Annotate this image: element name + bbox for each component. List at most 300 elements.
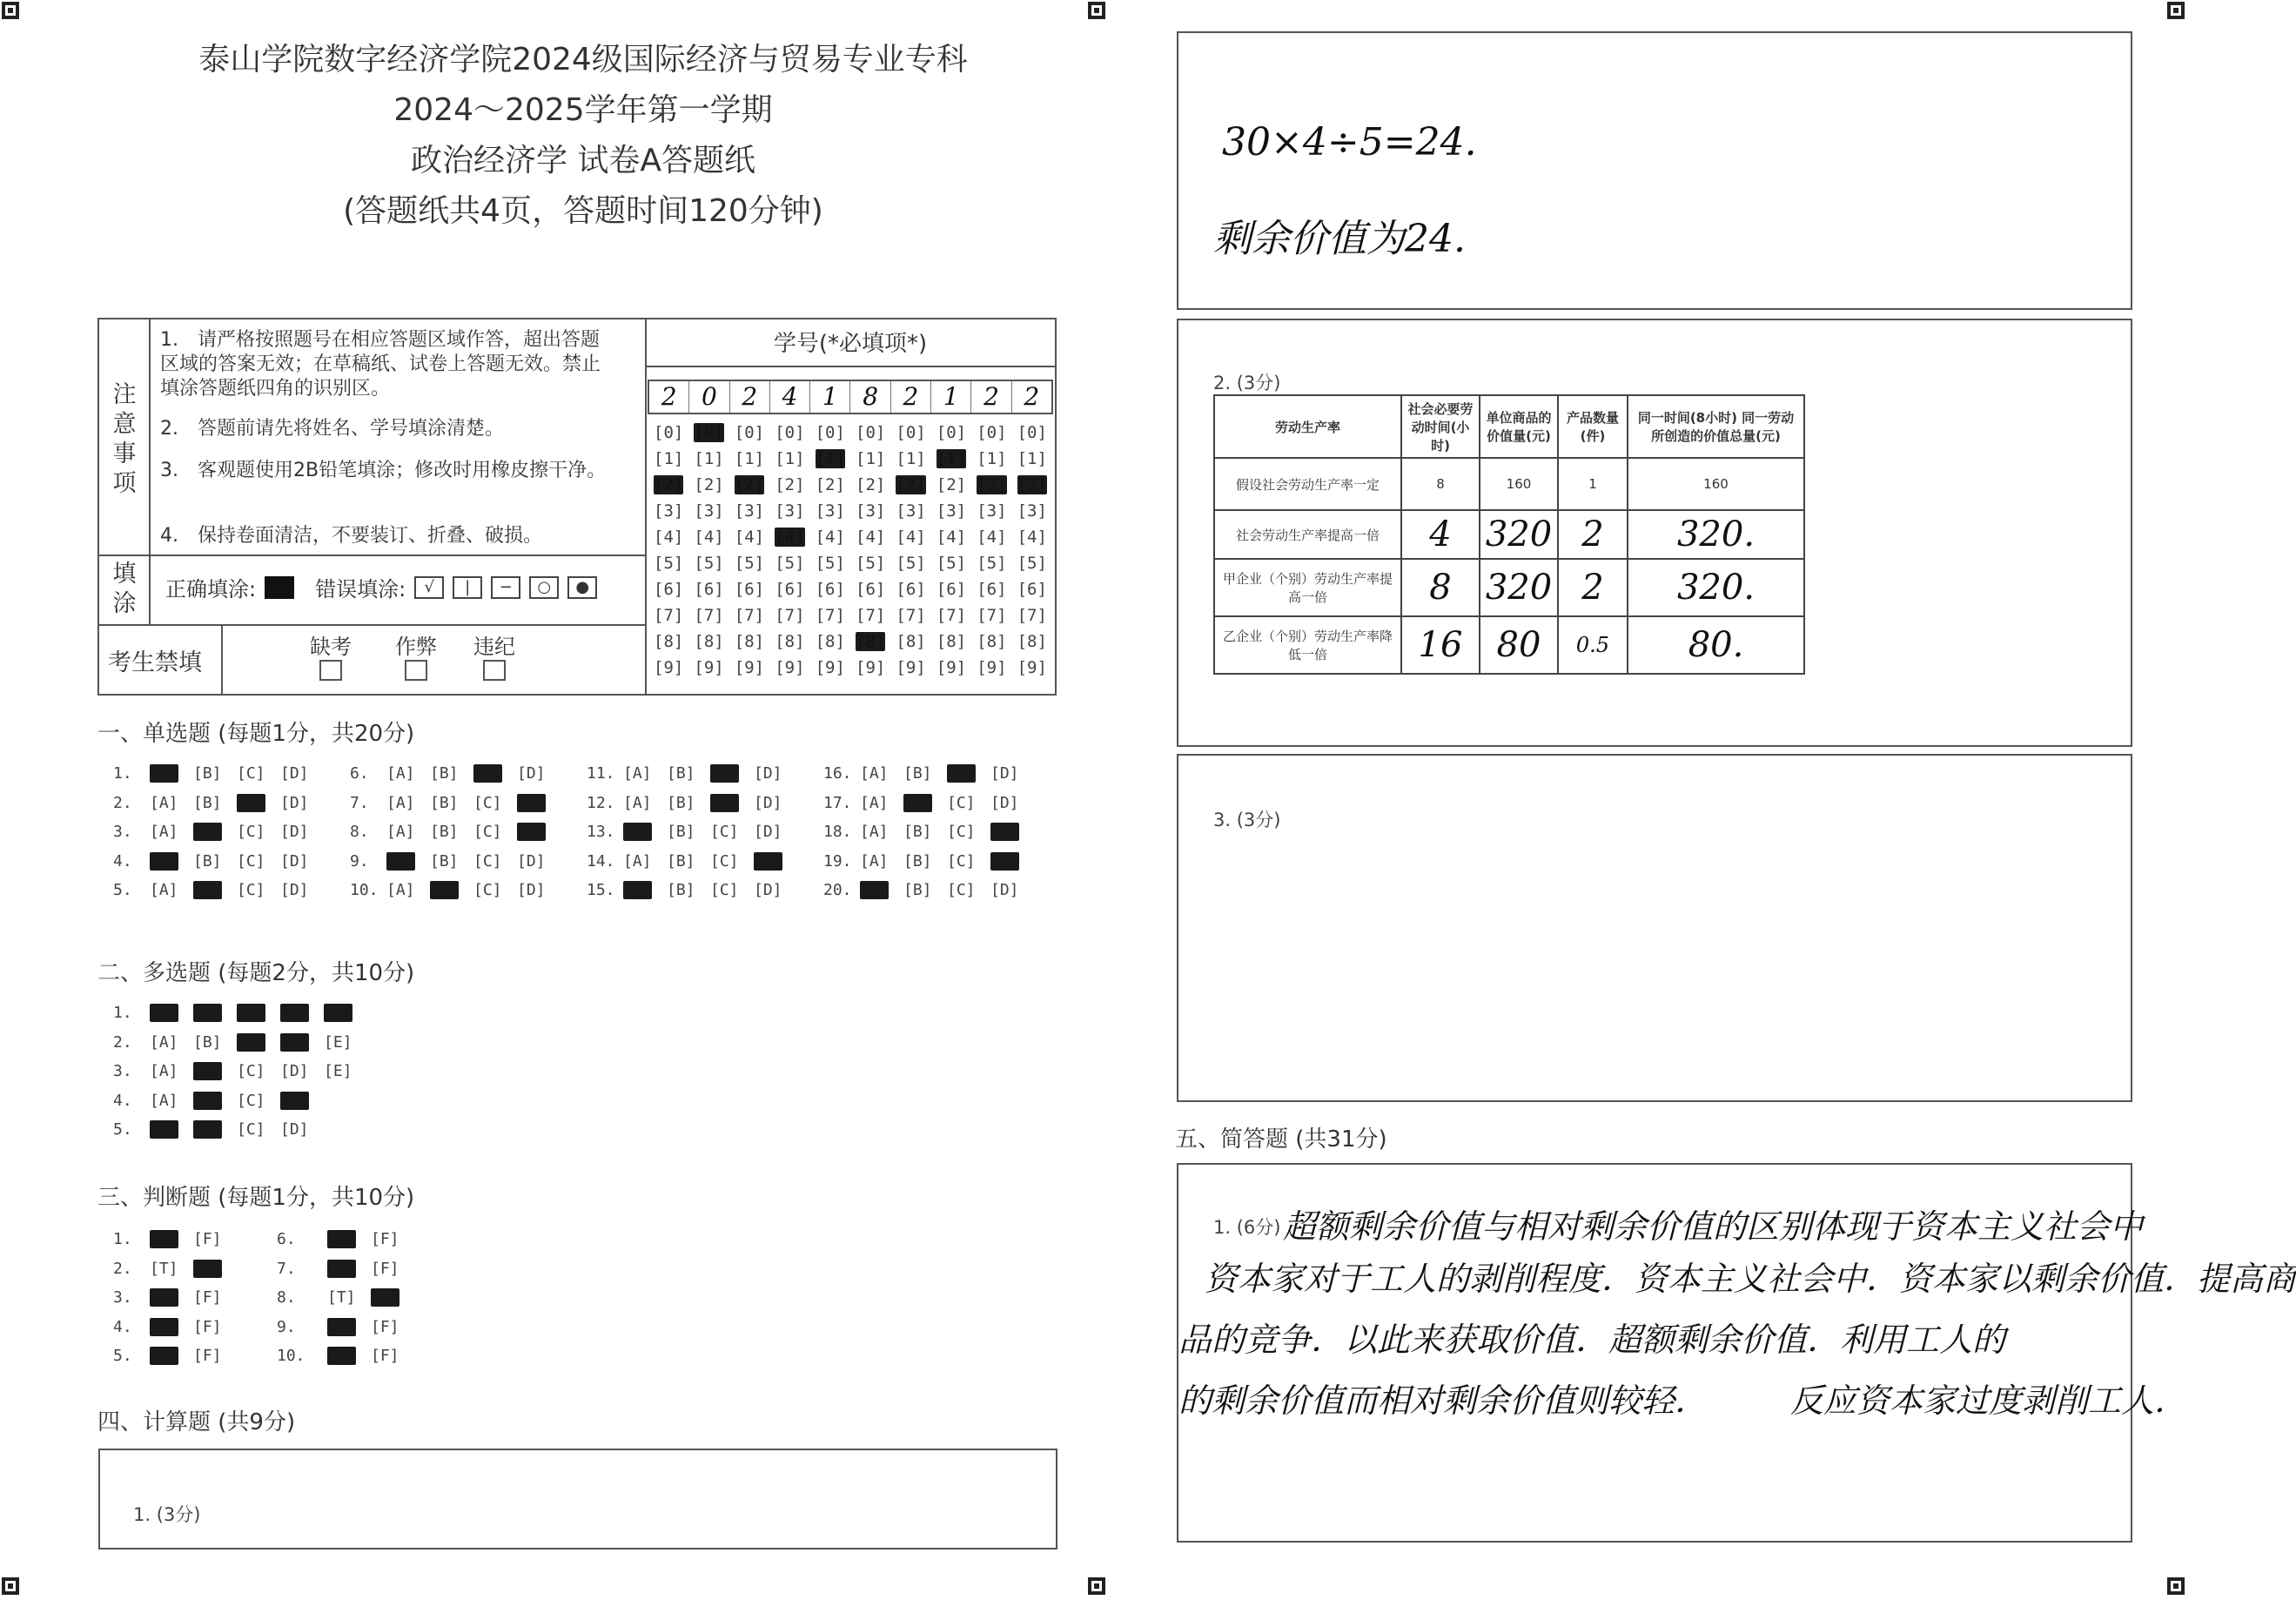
table-header: 单位商品的价值量(元) (1480, 395, 1558, 458)
id-bubble[interactable]: [4] (734, 528, 765, 547)
multi-option-b[interactable]: [B] (193, 1120, 222, 1139)
multi-option-e[interactable]: [E] (324, 1062, 352, 1080)
student-id-digits (648, 380, 1053, 414)
id-bubble[interactable]: [7] (654, 606, 684, 625)
single-option-b[interactable]: [B] (430, 823, 459, 841)
id-bubble[interactable]: [2] (856, 475, 886, 494)
single-option-c[interactable]: [C] (473, 851, 502, 871)
id-bubble[interactable]: [2] (694, 475, 724, 494)
single-option-a[interactable]: [A] (386, 881, 415, 899)
id-bubble[interactable]: [3] (1017, 501, 1047, 521)
id-bubble[interactable]: [1] (694, 449, 724, 468)
id-bubble[interactable]: [9] (694, 658, 724, 677)
single-option-d[interactable]: [D] (990, 851, 1019, 871)
correct-fill-label: 正确填涂: (165, 577, 257, 602)
id-bubble[interactable]: [3] (694, 501, 724, 521)
single-option-d[interactable]: [D] (754, 881, 782, 899)
judge-option-t[interactable]: [T] (150, 1230, 178, 1248)
multi-option-a[interactable]: [A] (150, 1091, 178, 1110)
single-option-a[interactable]: [A] (623, 881, 652, 899)
single-option-c[interactable]: [C] (473, 823, 502, 841)
notice-label: 注 意 事 项 (112, 381, 137, 497)
single-option-b[interactable]: [B] (430, 793, 459, 812)
notice-item-3: 3. 客观题使用2B铅笔填涂；修改时用橡皮擦干净。 (160, 460, 607, 481)
single-option-c[interactable]: [C] (710, 851, 739, 871)
id-bubble[interactable]: [9] (775, 658, 805, 677)
short-q1-label: 1. (6分) (1213, 1217, 1281, 1238)
id-bubble[interactable]: [2] (896, 475, 926, 494)
single-q-number: 4. (113, 851, 132, 871)
multi-q-number: 1. (113, 1004, 132, 1022)
single-option-a[interactable]: [A] (150, 823, 178, 841)
table-cell: 320 (1480, 510, 1558, 559)
single-q-number: 5. (113, 881, 132, 899)
single-option-d[interactable]: [D] (280, 851, 309, 871)
single-q-number: 6. (350, 764, 369, 783)
multi-option-c[interactable]: [C] (237, 1120, 265, 1139)
judge-option-t[interactable]: [T] (150, 1317, 178, 1336)
id-bubble[interactable]: [6] (694, 580, 724, 599)
single-option-c[interactable]: [C] (710, 764, 739, 783)
id-bubble[interactable]: [0] (694, 423, 724, 442)
single-option-a[interactable]: [A] (860, 764, 889, 783)
id-bubble[interactable]: [9] (896, 658, 926, 677)
single-option-d[interactable]: [D] (754, 764, 782, 783)
single-option-c[interactable]: [C] (237, 823, 265, 841)
id-bubble[interactable]: [1] (734, 449, 765, 468)
single-option-c[interactable]: [C] (237, 764, 265, 783)
single-option-b[interactable]: [B] (430, 851, 459, 871)
judge-option-t[interactable]: [T] (327, 1288, 356, 1307)
id-bubble[interactable]: [2] (775, 475, 805, 494)
single-option-d[interactable]: [D] (990, 881, 1019, 899)
id-bubble[interactable]: [1] (775, 449, 805, 468)
id-bubble[interactable]: [7] (1017, 606, 1047, 625)
single-option-a[interactable]: [A] (150, 764, 178, 783)
single-q-number: 15. (587, 881, 615, 899)
single-option-c[interactable]: [C] (237, 793, 265, 812)
corner-marker-top-right (2167, 2, 2185, 19)
single-option-c[interactable]: [C] (710, 823, 739, 841)
single-q-number: 1. (113, 764, 132, 783)
judge-option-f[interactable]: [F] (371, 1347, 399, 1365)
single-option-c[interactable]: [C] (710, 793, 739, 812)
single-option-b[interactable]: [B] (193, 823, 222, 841)
id-bubble[interactable]: [5] (896, 554, 926, 573)
single-option-d[interactable]: [D] (990, 764, 1019, 783)
table-cell: 乙企业（个别）劳动生产率降低一倍 (1214, 616, 1401, 674)
violation-checkbox[interactable] (483, 660, 506, 681)
single-option-c[interactable]: [C] (947, 881, 976, 899)
id-bubble[interactable]: [6] (815, 580, 845, 599)
id-bubble[interactable]: [6] (896, 580, 926, 599)
id-bubble[interactable]: [8] (977, 632, 1007, 651)
corner-marker-bottom-middle (1088, 1577, 1105, 1595)
id-bubble[interactable]: [1] (654, 449, 684, 468)
single-option-d[interactable]: [D] (754, 793, 782, 812)
id-bubble[interactable]: [7] (775, 606, 805, 625)
id-bubble[interactable]: [5] (734, 554, 765, 573)
table-cell: 8 (1401, 559, 1480, 616)
id-bubble[interactable]: [6] (936, 580, 967, 599)
wrong-mark-check: √ (414, 576, 444, 599)
id-bubble[interactable]: [8] (654, 632, 684, 651)
judge-q-number: 4. (113, 1317, 132, 1336)
id-bubble[interactable]: [7] (734, 606, 765, 625)
id-digit: 0 (689, 381, 729, 413)
id-digit: 2 (730, 381, 770, 413)
multi-q-number: 4. (113, 1091, 132, 1110)
id-bubble[interactable]: [1] (936, 449, 967, 468)
judge-option-t[interactable]: [T] (327, 1317, 356, 1336)
judge-q-number: 6. (277, 1230, 296, 1248)
single-option-d[interactable]: [D] (517, 764, 546, 783)
table-cell: 甲企业（个别）劳动生产率提高一倍 (1214, 559, 1401, 616)
id-bubble[interactable]: [6] (856, 580, 886, 599)
header-line-4: (答题纸共4页，答题时间120分钟) (343, 193, 823, 229)
single-option-a[interactable]: [A] (386, 851, 415, 871)
short-answer-line-2: 资本家对于工人的剥削程度．资本主义社会中．资本家以剩余价值．提高商 (1205, 1260, 2296, 1298)
judge-option-t[interactable]: [T] (327, 1347, 356, 1365)
id-bubble[interactable]: [4] (775, 528, 805, 547)
single-option-b[interactable]: [B] (903, 764, 932, 783)
id-bubble[interactable]: [0] (1017, 423, 1047, 442)
id-bubble[interactable]: [6] (654, 580, 684, 599)
multi-option-a[interactable]: [A] (150, 1062, 178, 1080)
single-q-number: 17. (823, 793, 852, 812)
table-header: 同一时间(8小时) 同一劳动所创造的价值总量(元) (1628, 395, 1804, 458)
single-option-d[interactable]: [D] (517, 851, 546, 871)
id-bubble[interactable]: [8] (694, 632, 724, 651)
single-option-a[interactable]: [A] (860, 823, 889, 841)
id-bubble[interactable]: [9] (815, 658, 845, 677)
id-bubble[interactable]: [1] (1017, 449, 1047, 468)
id-bubble[interactable]: [5] (936, 554, 967, 573)
single-option-a[interactable]: [A] (623, 823, 652, 841)
single-option-c[interactable]: [C] (237, 881, 265, 899)
id-bubble[interactable]: [7] (977, 606, 1007, 625)
single-option-b[interactable]: [B] (667, 793, 695, 812)
id-bubble[interactable]: [1] (856, 449, 886, 468)
single-option-c[interactable]: [C] (473, 764, 502, 783)
single-q-number: 13. (587, 823, 615, 841)
id-bubble[interactable]: [6] (775, 580, 805, 599)
single-option-b[interactable]: [B] (667, 881, 695, 899)
notice-item-1: 1. 请严格按照题号在相应答题区域作答，超出答题区域的答案无效；在草稿纸、试卷上答题无效。禁止填涂答题纸四角的识别区。 (160, 329, 601, 400)
single-option-d[interactable]: [D] (517, 823, 546, 841)
table-cell: 16 (1401, 616, 1480, 674)
id-bubble[interactable]: [8] (815, 632, 845, 651)
fill-examples (165, 572, 597, 602)
single-option-c[interactable]: [C] (947, 851, 976, 871)
id-bubble[interactable]: [3] (654, 501, 684, 521)
table-cell: 0.5 (1558, 616, 1628, 674)
id-bubble[interactable]: [3] (936, 501, 967, 521)
corner-marker-bottom-right (2167, 1577, 2185, 1595)
single-option-b[interactable]: [B] (430, 881, 459, 899)
multi-option-a[interactable]: [A] (150, 1120, 178, 1139)
single-option-b[interactable]: [B] (903, 823, 932, 841)
judge-option-f[interactable]: [F] (193, 1259, 222, 1278)
judge-option-f[interactable]: [F] (371, 1230, 399, 1248)
judge-option-t[interactable]: [T] (327, 1259, 356, 1278)
single-option-a[interactable]: [A] (860, 851, 889, 871)
single-option-b[interactable]: [B] (903, 793, 932, 812)
id-bubble[interactable]: [3] (775, 501, 805, 521)
id-digit: 1 (810, 381, 850, 413)
correct-fill-swatch (265, 576, 294, 599)
id-bubble[interactable]: [8] (775, 632, 805, 651)
id-bubble[interactable]: [0] (936, 423, 967, 442)
id-bubble[interactable]: [0] (734, 423, 765, 442)
judge-option-f[interactable]: [F] (193, 1230, 222, 1248)
id-bubble[interactable]: [6] (977, 580, 1007, 599)
id-bubble[interactable]: [5] (694, 554, 724, 573)
single-option-d[interactable]: [D] (990, 823, 1019, 841)
id-bubble[interactable]: [7] (856, 606, 886, 625)
id-bubble[interactable]: [8] (734, 632, 765, 651)
id-bubble[interactable]: [5] (977, 554, 1007, 573)
wrong-mark-circle: ○ (529, 576, 559, 599)
absent-checkbox[interactable] (319, 660, 342, 681)
id-bubble[interactable]: [4] (896, 528, 926, 547)
single-option-d[interactable]: [D] (280, 764, 309, 783)
single-option-a[interactable]: [A] (386, 793, 415, 812)
id-bubble[interactable]: [9] (936, 658, 967, 677)
judge-q-number: 8. (277, 1288, 296, 1307)
header-line-1: 泰山学院数字经济学院2024级国际经济与贸易专业专科 (198, 42, 968, 77)
id-bubble[interactable]: [6] (1017, 580, 1047, 599)
single-q-number: 18. (823, 823, 852, 841)
single-option-c[interactable]: [C] (947, 823, 976, 841)
calc-q2-label: 2. (3分) (1213, 373, 1281, 393)
single-option-a[interactable]: [A] (386, 823, 415, 841)
single-option-b[interactable]: [B] (193, 764, 222, 783)
short-answer-line-4: 的剩余价值而相对剩余价值则较轻． 反应资本家过度剥削工人． (1178, 1382, 2188, 1420)
multi-q-number: 3. (113, 1062, 132, 1080)
id-bubble[interactable]: [5] (775, 554, 805, 573)
id-bubble[interactable]: [5] (856, 554, 886, 573)
id-bubble[interactable]: [2] (977, 475, 1007, 494)
id-bubble[interactable]: [3] (815, 501, 845, 521)
id-bubble[interactable]: [5] (1017, 554, 1047, 573)
multi-option-b[interactable]: [B] (193, 1091, 222, 1110)
single-option-c[interactable]: [C] (473, 881, 502, 899)
id-bubble[interactable]: [0] (896, 423, 926, 442)
multi-option-a[interactable]: [A] (150, 1032, 178, 1052)
single-option-a[interactable]: [A] (860, 881, 889, 899)
id-bubble[interactable]: [4] (694, 528, 724, 547)
multi-option-a[interactable]: [A] (150, 1004, 178, 1022)
id-bubble[interactable]: [4] (815, 528, 845, 547)
table-cell: 8 (1401, 458, 1480, 510)
id-bubble[interactable]: [2] (936, 475, 967, 494)
id-bubble[interactable]: [5] (654, 554, 684, 573)
single-option-b[interactable]: [B] (193, 793, 222, 812)
short-answer-line-3: 品的竞争．以此来获取价值．超额剩余价值．利用工人的 (1178, 1321, 2006, 1359)
id-bubble[interactable]: [9] (1017, 658, 1047, 677)
single-option-c[interactable]: [C] (710, 881, 739, 899)
id-digit: 1 (931, 381, 971, 413)
table-cell: 80. (1628, 616, 1804, 674)
corner-marker-top-left (2, 2, 19, 19)
judge-q-number: 3. (113, 1288, 132, 1307)
header-line-3: 政治经济学 试卷A答题纸 (410, 143, 756, 178)
single-option-c[interactable]: [C] (947, 793, 976, 812)
id-bubble[interactable]: [3] (856, 501, 886, 521)
single-option-d[interactable]: [D] (280, 793, 309, 812)
single-option-d[interactable]: [D] (754, 823, 782, 841)
short-answer-line-1: 超额剩余价值与相对剩余价值的区别体现于资本主义社会中 (1283, 1207, 2144, 1246)
id-bubble[interactable]: [8] (1017, 632, 1047, 651)
single-option-b[interactable]: [B] (667, 764, 695, 783)
multi-option-d[interactable]: [D] (280, 1120, 309, 1139)
single-option-b[interactable]: [B] (430, 764, 459, 783)
multi-q-number: 5. (113, 1120, 132, 1139)
cheat-checkbox[interactable] (405, 660, 427, 681)
single-option-a[interactable]: [A] (623, 764, 652, 783)
id-bubble[interactable]: [0] (654, 423, 684, 442)
single-option-a[interactable]: [A] (150, 881, 178, 899)
multi-option-b[interactable]: [B] (193, 1062, 222, 1080)
single-q-number: 10. (350, 881, 379, 899)
table-cell: 1 (1558, 458, 1628, 510)
id-bubble[interactable]: [0] (815, 423, 845, 442)
multi-option-d[interactable]: [D] (280, 1004, 309, 1022)
single-option-d[interactable]: [D] (280, 881, 309, 899)
id-bubble[interactable]: [0] (856, 423, 886, 442)
id-bubble[interactable]: [9] (654, 658, 684, 677)
corner-marker-top-middle (1088, 2, 1105, 19)
id-bubble[interactable]: [9] (977, 658, 1007, 677)
single-option-b[interactable]: [B] (193, 881, 222, 899)
multi-option-d[interactable]: [D] (280, 1091, 309, 1110)
judge-option-t[interactable]: [T] (150, 1347, 178, 1365)
single-option-c[interactable]: [C] (237, 851, 265, 871)
judge-option-t[interactable]: [T] (327, 1230, 356, 1248)
single-q-number: 2. (113, 793, 132, 812)
multi-option-c[interactable]: [C] (237, 1091, 265, 1110)
judge-option-f[interactable]: [F] (193, 1347, 222, 1365)
id-bubble[interactable]: [3] (977, 501, 1007, 521)
single-option-b[interactable]: [B] (193, 851, 222, 871)
judge-option-t[interactable]: [T] (150, 1288, 178, 1307)
id-bubble[interactable]: [2] (1017, 475, 1047, 494)
single-option-a[interactable]: [A] (386, 764, 415, 783)
id-bubble[interactable]: [4] (977, 528, 1007, 547)
multi-option-d[interactable]: [D] (280, 1032, 309, 1052)
single-option-c[interactable]: [C] (947, 764, 976, 783)
judge-q-number: 10. (277, 1347, 305, 1365)
single-q-number: 16. (823, 764, 852, 783)
table-cell: 320 (1480, 559, 1558, 616)
judge-option-f[interactable]: [F] (193, 1288, 222, 1307)
single-option-c[interactable]: [C] (473, 793, 502, 812)
multi-option-c[interactable]: [C] (237, 1062, 265, 1080)
id-bubble[interactable]: [9] (734, 658, 765, 677)
single-option-b[interactable]: [B] (903, 851, 932, 871)
judge-q-number: 5. (113, 1347, 132, 1365)
id-bubble[interactable]: [8] (856, 632, 886, 651)
single-option-d[interactable]: [D] (990, 793, 1019, 812)
wrong-mark-dash: − (491, 576, 520, 599)
id-bubble[interactable]: [4] (856, 528, 886, 547)
id-bubble[interactable]: [7] (694, 606, 724, 625)
calc-q3-label: 3. (3分) (1213, 810, 1281, 830)
id-bubble[interactable]: [3] (734, 501, 765, 521)
id-bubble[interactable]: [4] (936, 528, 967, 547)
id-bubble[interactable]: [5] (815, 554, 845, 573)
id-bubble[interactable]: [4] (1017, 528, 1047, 547)
id-bubble[interactable]: [2] (654, 475, 684, 494)
table-cell: 4 (1401, 510, 1480, 559)
single-option-b[interactable]: [B] (667, 851, 695, 871)
single-option-a[interactable]: [A] (623, 793, 652, 812)
id-bubble[interactable]: [7] (815, 606, 845, 625)
id-bubble[interactable]: [4] (654, 528, 684, 547)
single-option-d[interactable]: [D] (517, 881, 546, 899)
id-bubble[interactable]: [1] (815, 449, 845, 468)
id-bubble[interactable]: [9] (856, 658, 886, 677)
judge-q-number: 2. (113, 1259, 132, 1278)
judge-option-f[interactable]: [F] (371, 1317, 399, 1336)
id-bubble[interactable]: [7] (896, 606, 926, 625)
section-short-title: 五、简答题 (共31分) (1175, 1126, 1387, 1153)
single-option-b[interactable]: [B] (903, 881, 932, 899)
multi-option-e[interactable]: [E] (324, 1032, 352, 1052)
judge-option-f[interactable]: [F] (371, 1259, 399, 1278)
multi-q-number: 2. (113, 1032, 132, 1052)
id-bubble[interactable]: [7] (936, 606, 967, 625)
id-bubble[interactable]: [0] (977, 423, 1007, 442)
forbid-violation: 违纪 (473, 629, 515, 686)
id-bubble[interactable]: [8] (896, 632, 926, 651)
single-option-b[interactable]: [B] (667, 823, 695, 841)
id-bubble[interactable]: [1] (896, 449, 926, 468)
student-id-label: 学号(*必填项*) (773, 331, 928, 357)
single-option-d[interactable]: [D] (280, 823, 309, 841)
single-option-a[interactable]: [A] (150, 793, 178, 812)
single-option-a[interactable]: [A] (623, 851, 652, 871)
table-cell: 160 (1480, 458, 1558, 510)
single-q-number: 11. (587, 764, 615, 783)
single-option-a[interactable]: [A] (150, 851, 178, 871)
multi-option-b[interactable]: [B] (193, 1032, 222, 1052)
id-bubble[interactable]: [3] (896, 501, 926, 521)
multi-option-b[interactable]: [B] (193, 1004, 222, 1022)
judge-option-f[interactable]: [F] (193, 1317, 222, 1336)
section-single-title: 一、单选题 (每题1分，共20分) (97, 721, 415, 747)
multi-option-c[interactable]: [C] (237, 1032, 265, 1052)
id-bubble[interactable]: [6] (734, 580, 765, 599)
table-cell: 社会劳动生产率提高一倍 (1214, 510, 1401, 559)
id-bubble[interactable]: [8] (936, 632, 967, 651)
judge-q-number: 1. (113, 1230, 132, 1248)
id-bubble[interactable]: [2] (734, 475, 765, 494)
single-option-d[interactable]: [D] (517, 793, 546, 812)
id-bubble[interactable]: [1] (977, 449, 1007, 468)
multi-option-d[interactable]: [D] (280, 1062, 309, 1080)
calc-q1-answer-line-2: 剩余价值为24. (1213, 217, 1466, 261)
judge-option-f[interactable]: [F] (371, 1288, 399, 1307)
id-bubble[interactable]: [2] (815, 475, 845, 494)
judge-option-t[interactable]: [T] (150, 1259, 178, 1278)
single-option-a[interactable]: [A] (860, 793, 889, 812)
single-option-d[interactable]: [D] (754, 851, 782, 871)
multi-option-e[interactable]: [E] (324, 1004, 352, 1022)
id-bubble[interactable]: [0] (775, 423, 805, 442)
multi-option-c[interactable]: [C] (237, 1004, 265, 1022)
